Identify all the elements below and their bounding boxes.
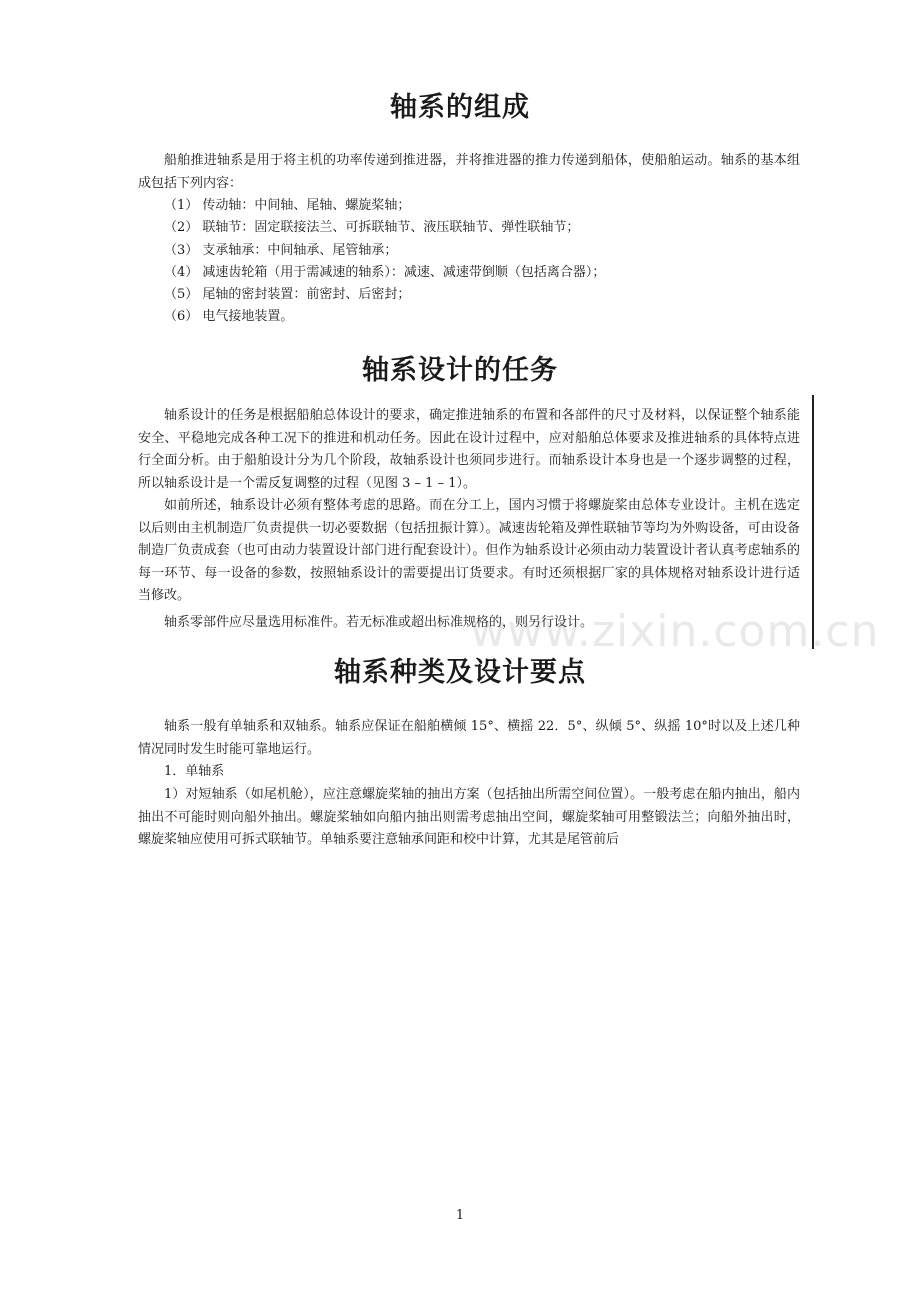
list-item: （6） 电气接地装置。 xyxy=(164,309,294,325)
section-title-composition: 轴系的组成 xyxy=(390,92,530,123)
section-title-types: 轴系种类及设计要点 xyxy=(334,657,586,688)
section-title-design-task: 轴系设计的任务 xyxy=(362,355,558,386)
composition-intro: 船舶推进轴系是用于将主机的功率传递到推进器，并将推进器的推力传递到船体，使船舶运动。轴系的基本组成包括下列内容： xyxy=(138,153,800,191)
design-task-paragraph-1: 轴系设计的任务是根据船舶总体设计的要求，确定推进轴系的布置和各部件的尺寸及材料，以保证整个轴系能安全、平稳地完成各种工况下的推进和机动任务。因此在设计过程中，应对船舶总体要求及推进轴系的具体特点进行全面分析。由于船舶设计分为几个阶段，故轴系设计也须同步进行。而轴系设计本身也是一个逐步调整的过程，所以轴系设计是一个需反复调整的过程（见图 3 – 1 – 1）。 xyxy=(138,408,800,491)
watermark-text: www.zixin.com.cn xyxy=(470,606,880,657)
list-item: （3） 支承轴承：中间轴承、尾管轴承； xyxy=(164,242,398,258)
design-task-paragraph-2: 如前所述，轴系设计必须有整体考虑的思路。而在分工上，国内习惯于将螺旋桨由总体专业设计。主机在选定以后则由主机制造厂负责提供一切必要数据（包括扭振计算）。减速齿轮箱及弹性联轴节等均为外购设备，可由设备制造厂负责成套（也可由动力装置设计部门进行配套设计）。但作为轴系设计必须由动力装置设计者认真考虑轴系的每一环节、每一设备的参数，按照轴系设计的需要提出订货要求。有时还须根据厂家的具体规格对轴系设计进行适当修改。 xyxy=(138,498,800,603)
page-number: 1 xyxy=(455,1208,465,1223)
single-shaft-heading: 1．单轴系 xyxy=(164,764,225,779)
composition-list xyxy=(164,195,804,329)
list-item: （1） 传动轴：中间轴、尾轴、螺旋桨轴； xyxy=(164,198,411,213)
list-item: （4） 减速齿轮箱（用于需减速的轴系）：减速、减速带倒顺（包括离合器）； xyxy=(164,264,606,280)
list-item: （2） 联轴节：固定联接法兰、可拆联轴节、液压联轴节、弹性联轴节； xyxy=(164,220,580,236)
types-paragraph-1: 轴系一般有单轴系和双轴系。轴系应保证在船舶横倾 15°、横摇 22．5°、纵倾 5°、纵摇 10°时以及上述几种情况同时发生时能可靠地运行。 xyxy=(138,719,800,757)
design-task-paragraph-3: 轴系零部件应尽量选用标准件。若无标准或超出标准规格的，则另行设计。 xyxy=(164,615,594,630)
list-item: （5） 尾轴的密封装置：前密封、后密封； xyxy=(164,287,411,303)
types-paragraph-2: 1）对短轴系（如尾机舱），应注意螺旋桨轴的抽出方案（包括抽出所需空间位置）。一般考虑在船内抽出，船内抽出不可能时则向船外抽出。螺旋桨轴如向船内抽出则需考虑抽出空间，螺旋桨轴可用整锻法兰；向船外抽出时，螺旋桨轴应使用可拆式联轴节。单轴系要注意轴承间距和校中计算，尤其是尾管前后 xyxy=(138,787,800,847)
